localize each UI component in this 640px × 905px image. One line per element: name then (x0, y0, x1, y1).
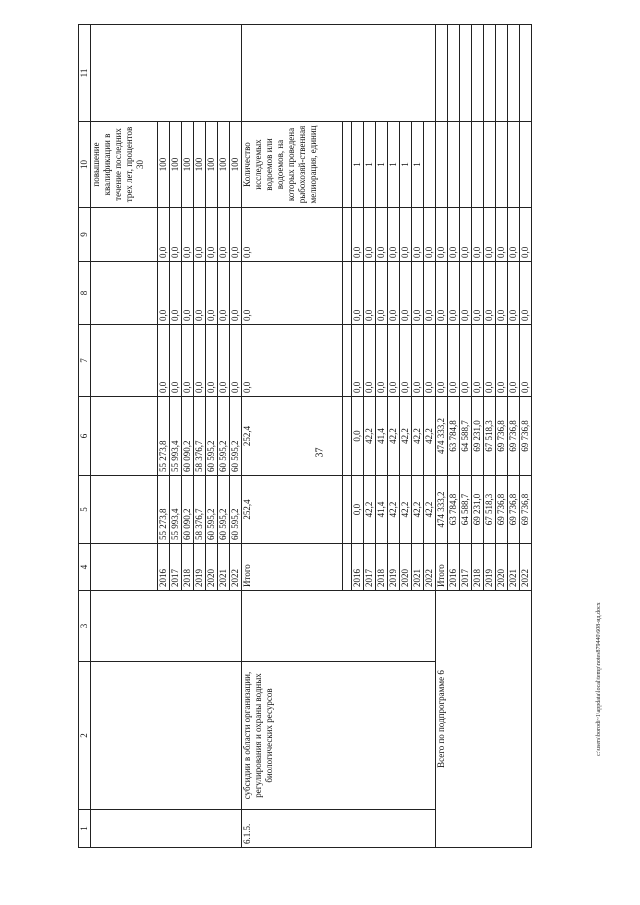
block2-total-label: Итого (242, 544, 343, 591)
year-cell: 2020 (496, 544, 508, 591)
total-cell: 69 231,0 (472, 476, 484, 544)
block1-indicator-label: повышение квалификации в течение последних трех лет, процентов (91, 126, 134, 203)
indicator-value-cell: 1 (400, 122, 412, 208)
year-cell: 2022 (520, 544, 532, 591)
total-cell: 60 595,2 (218, 476, 230, 544)
total-cell: 67 518,3 (484, 476, 496, 544)
block2-total-c8: 0,0 (242, 262, 343, 325)
indicator-value-cell: 1 (364, 122, 376, 208)
spacer-cell (343, 122, 352, 208)
regional-budget-cell: 55 273,8 (158, 397, 170, 476)
federal-budget-cell: 0,0 (158, 325, 170, 397)
spacer-cell (343, 208, 352, 262)
total-cell: 69 736,8 (508, 476, 520, 544)
local-budget-cell: 0,0 (448, 262, 460, 325)
federal-budget-cell: 0,0 (388, 325, 400, 397)
block2-name: субсидии в области организации, регулирования и охраны водных биологических ресурсов (242, 662, 436, 810)
spacer-cell (343, 476, 352, 544)
other-sources-cell: 0,0 (412, 208, 424, 262)
total-cell: 55 993,4 (170, 476, 182, 544)
local-budget-cell: 0,0 (460, 262, 472, 325)
footer-file-path: c:\users\borodi~1\appdata\local\temp\notes879440\608-ид.docx (596, 602, 602, 756)
federal-budget-cell: 0,0 (206, 325, 218, 397)
block1-c4 (91, 544, 158, 591)
local-budget-cell: 0,0 (376, 262, 388, 325)
total-cell: 55 273,8 (158, 476, 170, 544)
block3-total-row (436, 25, 448, 848)
other-sources-cell: 0,0 (364, 208, 376, 262)
spacer-cell (343, 325, 352, 397)
other-sources-cell: 0,0 (448, 208, 460, 262)
total-cell: 41,4 (376, 476, 388, 544)
total-cell: 60 090,2 (182, 476, 194, 544)
total-cell: 58 376,7 (194, 476, 206, 544)
regional-budget-cell: 42,2 (412, 397, 424, 476)
block1-c7 (91, 325, 158, 397)
block3-total-c8: 0,0 (436, 262, 448, 325)
block1-name (91, 662, 242, 810)
empty-cell (448, 122, 460, 208)
total-cell: 42,2 (364, 476, 376, 544)
other-sources-cell: 0,0 (508, 208, 520, 262)
block2-total-c7: 0,0 (242, 325, 343, 397)
local-budget-cell: 0,0 (400, 262, 412, 325)
regional-budget-cell: 60 595,2 (218, 397, 230, 476)
block3-c10 (436, 122, 448, 208)
federal-budget-cell: 0,0 (520, 325, 532, 397)
indicator-value-cell: 100 (194, 122, 206, 208)
empty-cell (460, 122, 472, 208)
local-budget-cell: 0,0 (388, 262, 400, 325)
federal-budget-cell: 0,0 (352, 325, 364, 397)
block2-total-row (242, 25, 343, 848)
empty-cell (508, 25, 520, 122)
year-cell: 2019 (388, 544, 400, 591)
local-budget-cell: 0,0 (424, 262, 436, 325)
col-num-6: 6 (79, 397, 91, 476)
regional-budget-cell: 60 090,2 (182, 397, 194, 476)
federal-budget-cell: 0,0 (400, 325, 412, 397)
other-sources-cell: 0,0 (206, 208, 218, 262)
federal-budget-cell: 0,0 (460, 325, 472, 397)
total-cell: 69 736,8 (520, 476, 532, 544)
other-sources-cell: 0,0 (158, 208, 170, 262)
block2-c3 (242, 591, 436, 662)
federal-budget-cell: 0,0 (484, 325, 496, 397)
indicator-value-cell (424, 122, 436, 208)
block3-total-c5: 474 333,2 (436, 476, 448, 544)
regional-budget-cell: 42,2 (364, 397, 376, 476)
year-cell: 2018 (376, 544, 388, 591)
other-sources-cell: 0,0 (352, 208, 364, 262)
total-cell: 0,0 (352, 476, 364, 544)
year-cell: 2018 (182, 544, 194, 591)
year-cell: 2021 (218, 544, 230, 591)
budget-table (78, 24, 532, 848)
column-number-row (79, 25, 91, 848)
regional-budget-cell: 69 736,8 (508, 397, 520, 476)
regional-budget-cell: 41,4 (376, 397, 388, 476)
regional-budget-cell: 60 595,2 (206, 397, 218, 476)
local-budget-cell: 0,0 (412, 262, 424, 325)
indicator-value-cell: 100 (170, 122, 182, 208)
block3-total-c9: 0,0 (436, 208, 448, 262)
total-cell: 60 595,2 (206, 476, 218, 544)
col-num-5: 5 (79, 476, 91, 544)
col-num-3: 3 (79, 591, 91, 662)
total-cell: 42,2 (412, 476, 424, 544)
empty-cell (520, 25, 532, 122)
year-cell: 2016 (352, 544, 364, 591)
indicator-value-cell: 100 (206, 122, 218, 208)
other-sources-cell: 0,0 (400, 208, 412, 262)
block3-total-c7: 0,0 (436, 325, 448, 397)
block3-total-c6: 474 333,2 (436, 397, 448, 476)
total-cell: 69 736,8 (496, 476, 508, 544)
local-budget-cell: 0,0 (352, 262, 364, 325)
col-num-8: 8 (79, 262, 91, 325)
other-sources-cell: 0,0 (170, 208, 182, 262)
other-sources-cell: 0,0 (182, 208, 194, 262)
year-cell: 2021 (412, 544, 424, 591)
year-cell: 2016 (158, 544, 170, 591)
regional-budget-cell: 63 784,8 (448, 397, 460, 476)
year-cell: 2022 (424, 544, 436, 591)
block1-code (91, 810, 242, 848)
local-budget-cell: 0,0 (158, 262, 170, 325)
federal-budget-cell: 0,0 (424, 325, 436, 397)
col-num-4: 4 (79, 544, 91, 591)
block3-c11 (436, 25, 448, 122)
empty-cell (496, 122, 508, 208)
regional-budget-cell: 55 993,4 (170, 397, 182, 476)
local-budget-cell: 0,0 (182, 262, 194, 325)
block1-c3 (91, 591, 242, 662)
year-cell: 2018 (472, 544, 484, 591)
federal-budget-cell: 0,0 (182, 325, 194, 397)
indicator-value-cell: 100 (230, 122, 242, 208)
block1-indicator-text (91, 122, 158, 208)
regional-budget-cell: 58 376,7 (194, 397, 206, 476)
indicator-value-cell: 1 (388, 122, 400, 208)
year-cell: 2020 (206, 544, 218, 591)
block1-c9 (91, 208, 158, 262)
regional-budget-cell: 0,0 (352, 397, 364, 476)
rotated-table-frame (78, 25, 575, 848)
empty-cell (448, 25, 460, 122)
regional-budget-cell: 42,2 (388, 397, 400, 476)
federal-budget-cell: 0,0 (412, 325, 424, 397)
federal-budget-cell: 0,0 (218, 325, 230, 397)
local-budget-cell: 0,0 (206, 262, 218, 325)
federal-budget-cell: 0,0 (448, 325, 460, 397)
indicator-value-cell: 1 (412, 122, 424, 208)
other-sources-cell: 0,0 (194, 208, 206, 262)
local-budget-cell: 0,0 (520, 262, 532, 325)
block2-indicator-text: Количество исследуемых водоемов или водоемов, на которых проведена рыбохозяй-ственная мелиорация, единиц (242, 122, 343, 208)
year-cell: 2022 (230, 544, 242, 591)
page-number: 37 (314, 447, 326, 458)
federal-budget-cell: 0,0 (364, 325, 376, 397)
local-budget-cell: 0,0 (230, 262, 242, 325)
total-cell: 42,2 (388, 476, 400, 544)
subprogram-total-label: Всего по подпрограмме 6 (436, 591, 532, 848)
empty-cell (472, 25, 484, 122)
empty-cell (472, 122, 484, 208)
indicator-value-cell: 100 (182, 122, 194, 208)
year-cell: 2017 (364, 544, 376, 591)
local-budget-cell: 0,0 (170, 262, 182, 325)
indicator-value-cell: 100 (158, 122, 170, 208)
year-cell: 2019 (194, 544, 206, 591)
indicator-value-cell: 100 (218, 122, 230, 208)
year-cell: 2020 (400, 544, 412, 591)
col-num-10: 10 (79, 122, 91, 208)
local-budget-cell: 0,0 (472, 262, 484, 325)
local-budget-cell: 0,0 (496, 262, 508, 325)
total-cell: 64 588,7 (460, 476, 472, 544)
total-cell: 60 595,2 (230, 476, 242, 544)
year-cell: 2019 (484, 544, 496, 591)
other-sources-cell: 0,0 (460, 208, 472, 262)
empty-cell (484, 25, 496, 122)
total-cell: 42,2 (400, 476, 412, 544)
regional-budget-cell: 60 595,2 (230, 397, 242, 476)
other-sources-cell: 0,0 (496, 208, 508, 262)
empty-cell (484, 122, 496, 208)
other-sources-cell: 0,0 (388, 208, 400, 262)
other-sources-cell: 0,0 (376, 208, 388, 262)
block1-target-value: 30 (135, 160, 145, 169)
empty-cell (508, 122, 520, 208)
federal-budget-cell: 0,0 (170, 325, 182, 397)
other-sources-cell: 0,0 (218, 208, 230, 262)
other-sources-cell: 0,0 (424, 208, 436, 262)
spacer-cell (343, 262, 352, 325)
col-num-11: 11 (79, 25, 91, 122)
col-num-1: 1 (79, 810, 91, 848)
other-sources-cell: 0,0 (484, 208, 496, 262)
other-sources-cell: 0,0 (472, 208, 484, 262)
federal-budget-cell: 0,0 (472, 325, 484, 397)
year-cell: 2021 (508, 544, 520, 591)
indicator-value-cell: 1 (376, 122, 388, 208)
block1-c6 (91, 397, 158, 476)
total-cell: 63 784,8 (448, 476, 460, 544)
federal-budget-cell: 0,0 (508, 325, 520, 397)
col-num-7: 7 (79, 325, 91, 397)
federal-budget-cell: 0,0 (496, 325, 508, 397)
total-cell: 42,2 (424, 476, 436, 544)
table-body (79, 25, 532, 848)
local-budget-cell: 0,0 (508, 262, 520, 325)
regional-budget-cell: 64 588,7 (460, 397, 472, 476)
block1-c8 (91, 262, 158, 325)
block2-c11 (242, 25, 436, 122)
regional-budget-cell: 67 518,3 (484, 397, 496, 476)
federal-budget-cell: 0,0 (376, 325, 388, 397)
federal-budget-cell: 0,0 (194, 325, 206, 397)
regional-budget-cell: 42,2 (400, 397, 412, 476)
empty-cell (520, 122, 532, 208)
regional-budget-cell: 42,2 (424, 397, 436, 476)
regional-budget-cell: 69 736,8 (496, 397, 508, 476)
spacer-cell (343, 397, 352, 476)
regional-budget-cell: 69 231,0 (472, 397, 484, 476)
block1-indicator-row (91, 25, 158, 848)
federal-budget-cell: 0,0 (230, 325, 242, 397)
block2-total-c6: 252,4 (242, 397, 343, 476)
other-sources-cell: 0,0 (520, 208, 532, 262)
year-cell: 2017 (170, 544, 182, 591)
block1-c5 (91, 476, 158, 544)
local-budget-cell: 0,0 (364, 262, 376, 325)
spacer-cell (343, 544, 352, 591)
block2-code: 6.1.5. (242, 810, 436, 848)
block2-total-c5: 252,4 (242, 476, 343, 544)
empty-cell (496, 25, 508, 122)
block1-c11 (91, 25, 242, 122)
indicator-value-cell: 1 (352, 122, 364, 208)
local-budget-cell: 0,0 (484, 262, 496, 325)
other-sources-cell: 0,0 (230, 208, 242, 262)
col-num-2: 2 (79, 662, 91, 810)
block2-total-c9: 0,0 (242, 208, 343, 262)
empty-cell (460, 25, 472, 122)
regional-budget-cell: 69 736,8 (520, 397, 532, 476)
local-budget-cell: 0,0 (218, 262, 230, 325)
local-budget-cell: 0,0 (194, 262, 206, 325)
block3-total-label: Итого (436, 544, 448, 591)
year-cell: 2017 (460, 544, 472, 591)
year-cell: 2016 (448, 544, 460, 591)
col-num-9: 9 (79, 208, 91, 262)
